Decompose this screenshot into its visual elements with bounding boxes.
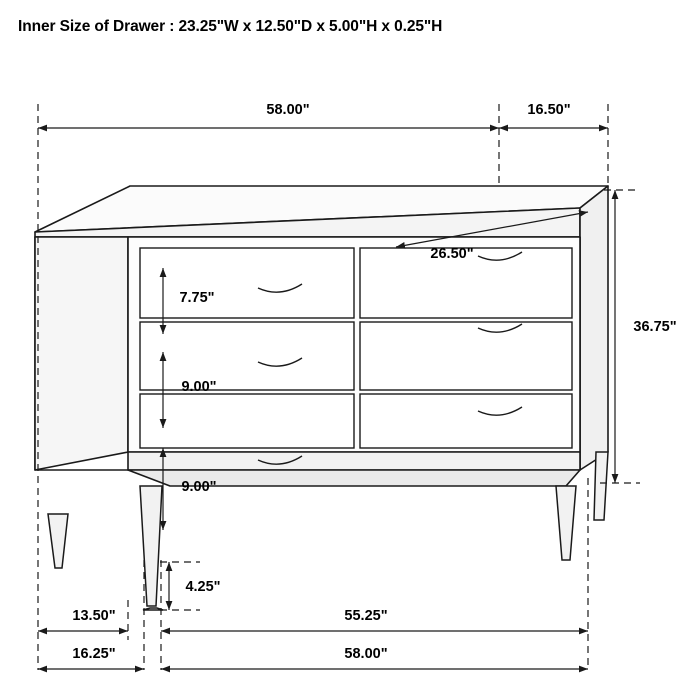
label-base-side: 13.50": [72, 608, 116, 624]
label-leg-height: 4.25": [185, 579, 221, 595]
label-bottom-front: 58.00": [344, 646, 388, 662]
drawer-middle-right[interactable]: [360, 322, 572, 390]
label-drawer-middle-height: 9.00": [181, 379, 217, 395]
leg-front-right: [556, 486, 576, 560]
drawer-bottom-right[interactable]: [360, 394, 572, 448]
leg-front-left: [48, 514, 68, 568]
label-base-front: 55.25": [344, 608, 388, 624]
label-overall-height: 36.75": [633, 319, 677, 335]
drawer-middle-left[interactable]: [140, 322, 354, 390]
label-top-depth: 16.50": [527, 102, 571, 118]
dresser-bottom-rail: [128, 452, 580, 470]
page-title: Inner Size of Drawer : 23.25"W x 12.50"D x 5.00"H x 0.25"H: [18, 18, 443, 35]
dresser-right-side: [580, 186, 608, 470]
drawer-top-left[interactable]: [140, 248, 354, 318]
drawer-bottom-left[interactable]: [140, 394, 354, 448]
label-drawer-width: 26.50": [430, 246, 474, 262]
leg-front-center-left: [140, 486, 162, 606]
label-drawer-top-height: 7.75": [179, 290, 215, 306]
label-bottom-side: 16.25": [72, 646, 116, 662]
dresser-left-face: [35, 237, 128, 470]
label-top-width: 58.00": [266, 102, 310, 118]
leg-back-right: [594, 452, 608, 520]
label-drawer-bottom-height: 9.00": [181, 479, 217, 495]
